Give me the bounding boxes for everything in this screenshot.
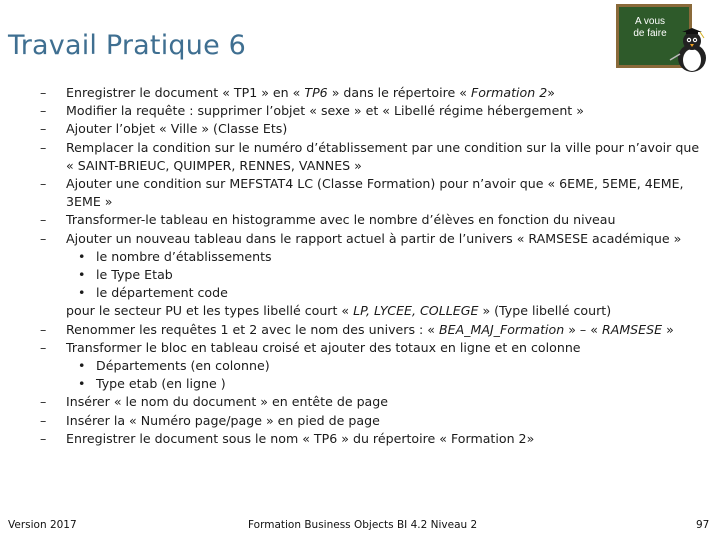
text-segment: Transformer-le tableau en histogramme avec le nombre d’élèves en fonction du niveau <box>66 212 616 228</box>
text-segment: Enregistrer le document « TP1 » en « <box>66 85 305 100</box>
text-segment: » <box>662 321 674 337</box>
sub-list-item: • le Type Etab <box>40 266 708 284</box>
text-segment: Ajouter une condition sur MEFSTAT4 LC (Classe Formation) pour n’avoir que « 6EME, 5EME, 4EME, 3EME » <box>66 176 684 210</box>
list-item <box>40 412 708 430</box>
sub-list-item: • Type etab (en ligne ) <box>40 375 708 393</box>
text-segment: Modifier la requête : supprimer l’objet « sexe » et « Libellé régime hébergement » <box>66 103 584 119</box>
sub-list-item: • le nombre d’établissements <box>40 248 708 266</box>
text-segment: » <box>547 85 555 100</box>
list-item <box>40 120 708 138</box>
text-segment: Renommer les requêtes 1 et 2 avec le nom des univers : « <box>66 321 439 337</box>
list-item <box>40 230 708 248</box>
badge-line-1: A vous <box>634 16 666 27</box>
text-segment: RAMSESE <box>601 321 663 337</box>
text-segment: Ajouter un nouveau tableau dans le rapport actuel à partir de l’univers « RAMSESE académique » <box>66 230 682 246</box>
list-item <box>40 102 708 120</box>
list-item <box>40 339 708 357</box>
text-segment: Enregistrer le document sous le nom « TP6 » du répertoire « Formation 2» <box>66 430 535 446</box>
text-segment: TP6 <box>304 85 328 100</box>
text-segment: » – « <box>564 321 602 337</box>
text-segment: » dans le répertoire « <box>327 85 471 100</box>
text-segment: Insérer la « Numéro page/page » en pied de page <box>66 412 380 428</box>
text-segment: Transformer le bloc en tableau croisé et ajouter des totaux en ligne et en colonne <box>66 339 581 355</box>
text-segment: Formation 2 <box>470 85 548 100</box>
text-segment: Ajouter l’objet « Ville » (Classe Ets) <box>66 121 288 137</box>
text-segment: » (Type libellé court) <box>478 303 612 319</box>
list-item <box>40 84 708 102</box>
text-segment: BEA_MAJ_Formation <box>438 321 565 337</box>
instructions-list <box>40 84 708 448</box>
list-item <box>40 321 708 339</box>
list-item <box>40 393 708 411</box>
footer-course: Formation Business Objects BI 4.2 Niveau 2 <box>248 519 478 531</box>
footer-version: Version 2017 <box>8 519 77 531</box>
list-item <box>40 430 708 448</box>
list-item <box>40 175 708 211</box>
sub-list-item: • Départements (en colonne) <box>40 357 708 375</box>
list-item <box>40 211 708 229</box>
page-title: Travail Pratique 6 <box>8 30 247 61</box>
list-item <box>40 139 708 175</box>
footer-page-number: 97 <box>696 519 710 531</box>
badge-line-2: de faire <box>633 28 667 39</box>
text-segment: Insérer « le nom du document » en entête de page <box>66 394 389 410</box>
sub-list-item: • le département code <box>40 284 708 302</box>
text-segment: Remplacer la condition sur le numéro d’établissement par une condition sur la ville pour n’avoir que « SAINT-BRIEUC, QUIMPER, RENNES, VANNES » <box>66 139 700 173</box>
list-item-continuation <box>40 302 708 320</box>
text-segment: LP, LYCEE, COLLEGE <box>353 303 479 319</box>
text-segment: pour le secteur PU et les types libellé court « <box>66 303 354 319</box>
a-vous-de-faire-illustration <box>614 2 714 72</box>
